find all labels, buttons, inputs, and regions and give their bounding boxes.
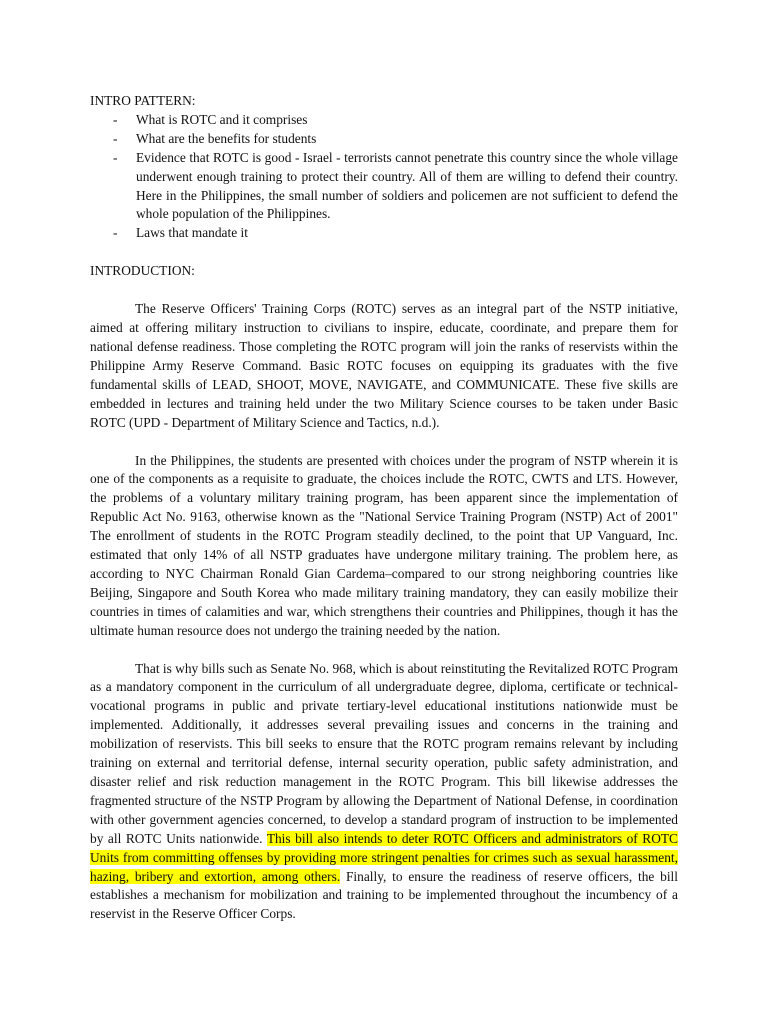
list-item-text: Laws that mandate it: [136, 225, 248, 241]
paragraph-3-text-end: Finally, to ensure the readiness of reserve officers, the bill establishes a mechanism for mobilization and training to be implemented throughout the incumbency of a reservist in the Reserve Officer Corps.: [90, 868, 678, 922]
list-item: [90, 224, 678, 243]
spacer: [90, 281, 678, 300]
introduction-paragraph-3: [90, 660, 678, 925]
highlighted-text: This bill also intends to deter ROTC Officers and administrators of ROTC Units from committing offenses by providing more stringent penalties for crimes such as sexual harassment, hazing, bribery and extortion, among others.: [90, 830, 678, 884]
introduction-paragraph-2: In the Philippines, the students are presented with choices under the program of NSTP wherein it is one of the components as a requisite to graduate, the choices include the ROTC, CWTS and LTS. However, the problems of a voluntary military training program, has been apparent since the implementation of Republic Act No. 9163, otherwise known as the "National Service Training Program (NSTP) Act of 2001" The enrollment of students in the ROTC Program steadily declined, to the point that UP Vanguard, Inc. estimated that only 14% of all NSTP graduates have undergone military training. The problem here, as according to NYC Chairman Ronald Gian Cardema–compared to our strong neighboring countries like Beijing, Singapore and South Korea who made military training mandatory, they can easily mobilize their countries in times of calamities and war, which strengthens their countries and Philippines, though it has the ultimate human resource does not undergo the training needed by the nation.: [90, 452, 678, 638]
list-item: [90, 130, 678, 149]
list-item-text: What is ROTC and it comprises: [136, 111, 308, 127]
bullet-dash: -: [113, 130, 118, 146]
list-item: [90, 111, 678, 130]
spacer: [90, 433, 678, 452]
intro-pattern-heading: INTRO PATTERN:: [90, 93, 196, 108]
paragraph-3-text: That is why bills such as Senate No. 968, which is about reinstituting the Revitalized ROTC Program as a mandatory component in the curriculum of all undergraduate degree, diploma, certificate or technical-vocational programs in public and private tertiary-level educational institutions nationwide must be implemented. Additionally, it addresses several prevailing issues and concerns in the training and mobilization of reservists. This bill seeks to ensure that the ROTC program remains relevant by including training on external and territorial defense, internal security operation, public safety administration, and disaster relief and risk reduction management in the ROTC Program. This bill likewise addresses the fragmented structure of the NSTP Program by allowing the Department of National Defense, in coordination with other government agencies concerned, to develop a standard program of instruction to be implemented by all ROTC Units nationwide.: [90, 660, 678, 846]
bullet-dash: -: [113, 111, 118, 127]
intro-pattern-list: [90, 111, 678, 243]
introduction-paragraph-1: The Reserve Officers' Training Corps (ROTC) serves as an integral part of the NSTP initiative, aimed at offering military instruction to civilians to inspire, educate, coordinate, and prepare them for national defense readiness. Those completing the ROTC program will join the ranks of reservists within the Philippine Army Reserve Command. Basic ROTC focuses on equipping its graduates with the five fundamental skills of LEAD, SHOOT, MOVE, NAVIGATE, and COMMUNICATE. These five skills are embedded in lectures and training held under the two Military Science courses to be taken under Basic ROTC (UPD - Department of Military Science and Tactics, n.d.).: [90, 301, 678, 430]
spacer: [90, 243, 678, 262]
list-item-text: What are the benefits for students: [136, 130, 317, 146]
spacer: [90, 641, 678, 660]
introduction-heading: INTRODUCTION:: [90, 263, 195, 279]
list-item: [90, 149, 678, 225]
bullet-dash: -: [113, 225, 118, 241]
bullet-dash: -: [113, 149, 118, 165]
list-item-text: Evidence that ROTC is good - Israel - terrorists cannot penetrate this country since the whole village underwent enough training to protect their country. All of them are willing to defend their country. Here in the Philippines, the small number of soldiers and policemen are not sufficient to defend the whole population of the Philippines.: [136, 149, 678, 222]
